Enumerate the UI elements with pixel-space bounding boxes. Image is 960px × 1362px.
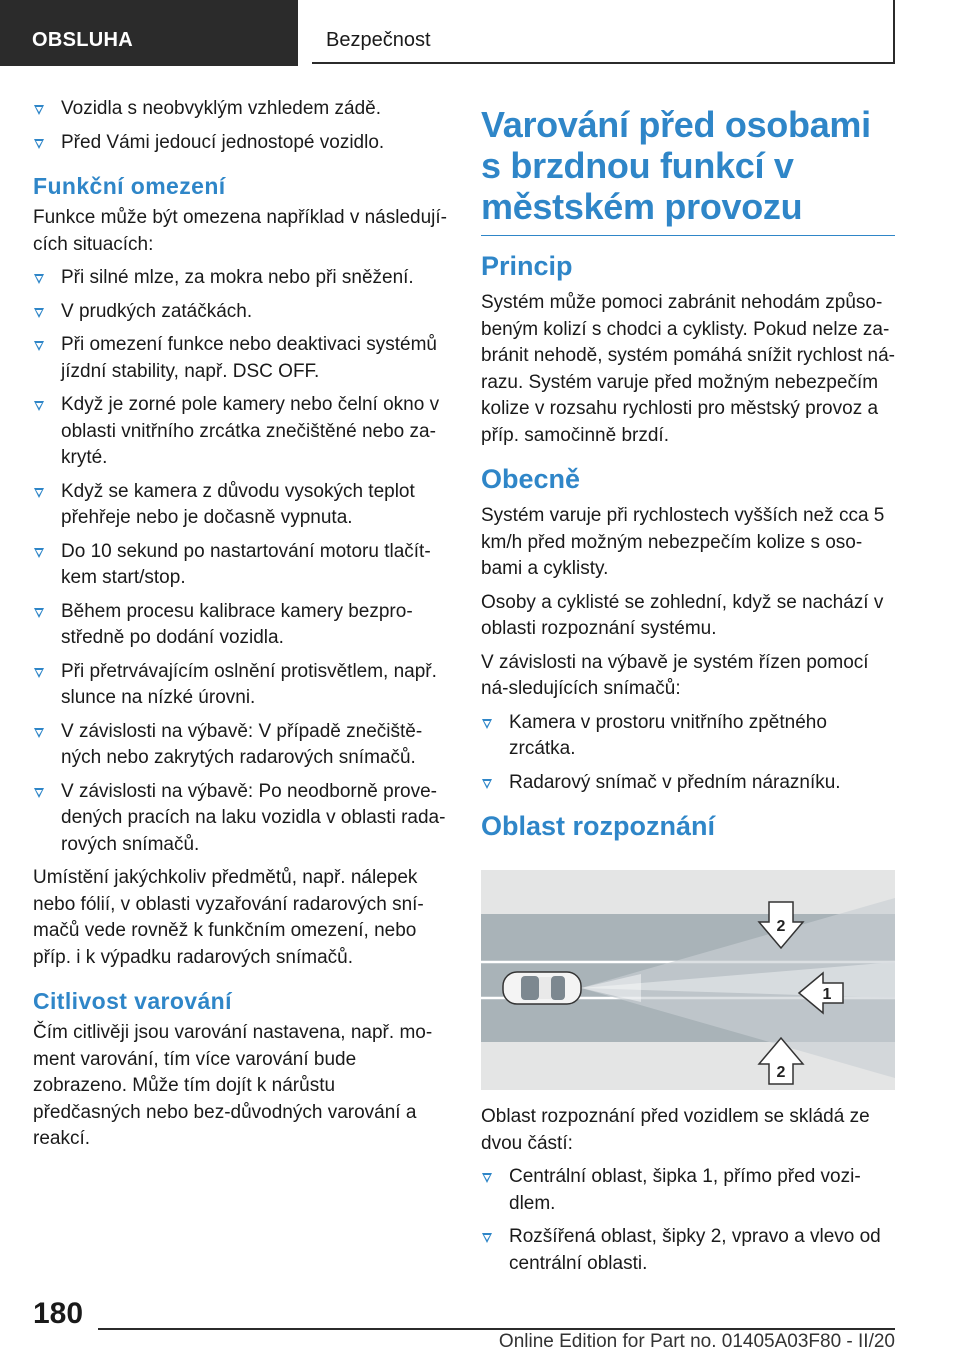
general-text-1: Systém varuje při rychlostech vyšších než cca 5 km/h před možným nebezpečím kolize s oso-bami a cyklisty. — [481, 505, 885, 579]
list-item: Při silné mlze, za mokra nebo při sněžení. — [33, 265, 447, 292]
bullet-list-top — [33, 96, 447, 156]
list-item: Centrální oblast, šipka 1, přímo před vozi-dlem. — [481, 1164, 895, 1217]
svg-text:1: 1 — [822, 986, 832, 1003]
detection-diagram — [481, 870, 895, 1090]
sensitivity-heading: Citlivost varování — [33, 988, 232, 1014]
general-heading: Obecně — [481, 464, 581, 494]
principle-heading: Princip — [481, 251, 573, 281]
triangle-bullet-icon — [34, 488, 44, 498]
triangle-bullet-icon — [482, 719, 492, 729]
triangle-bullet-icon — [34, 139, 44, 149]
detection-area-illustration — [481, 870, 895, 1090]
triangle-bullet-icon — [34, 274, 44, 284]
list-item: Rozšířená oblast, šipky 2, vpravo a vlevo od centrální oblasti. — [481, 1224, 895, 1277]
list-item: Při omezení funkce nebo deaktivaci systémů jízdní stability, např. DSC OFF. — [33, 332, 447, 385]
section-tab: OBSLUHA — [0, 0, 298, 66]
limits-list — [33, 265, 447, 858]
list-item: Při přetrvávajícím oslnění protisvětlem, např. slunce na nízké úrovni. — [33, 659, 447, 712]
list-item: Vozidla s neobvyklým vzhledem zádě. — [33, 96, 447, 123]
list-item: Kamera v prostoru vnitřního zpětného zrcátka. — [481, 710, 895, 763]
triangle-bullet-icon — [34, 668, 44, 678]
triangle-bullet-icon — [34, 608, 44, 618]
list-item: Když je zorné pole kamery nebo čelní okno v oblasti vnitřního zrcátka znečištěné nebo za-kryté. — [33, 392, 447, 472]
detection-list — [481, 1164, 895, 1277]
right-column — [481, 96, 895, 1284]
left-column — [33, 96, 447, 1160]
triangle-bullet-icon — [34, 728, 44, 738]
car-icon — [503, 972, 581, 1004]
principle-text: Systém může pomoci zabránit nehodám způso-beným kolizí s chodci a cyklisty. Pokud nelze za-bránit nehodě, systém pomáhá snížit rychlost ná-razu. Systém varuje před možným nebezpečím kolize v rozsahu rychlosti pro městský provoz a příp. samočinně brzdí. — [481, 292, 895, 446]
triangle-bullet-icon — [34, 308, 44, 318]
list-item: Radarový snímač v předním nárazníku. — [481, 770, 895, 797]
chapter-title: Bezpečnost — [312, 0, 895, 64]
triangle-bullet-icon — [34, 401, 44, 411]
list-item: V závislosti na výbavě: Po neodborně prove-dených pracích na laku vozidla v oblasti rada-rových snímačů. — [33, 779, 447, 859]
list-item: V závislosti na výbavě: V případě znečiště-ných nebo zakrytých radarových snímačů. — [33, 719, 447, 772]
list-item: V prudkých zatáčkách. — [33, 299, 447, 326]
triangle-bullet-icon — [482, 1233, 492, 1243]
general-text-2: Osoby a cyklisté se zohlední, když se nachází v oblasti rozpoznání systému. — [481, 591, 884, 639]
limits-heading: Funkční omezení — [33, 173, 226, 199]
svg-text:2: 2 — [776, 1064, 786, 1081]
general-text-3: V závislosti na výbavě je systém řízen pomocí ná-sledujících snímačů: — [481, 651, 869, 699]
svg-text:2: 2 — [776, 918, 786, 935]
detection-heading: Oblast rozpoznání — [481, 811, 716, 841]
triangle-bullet-icon — [34, 105, 44, 115]
triangle-bullet-icon — [34, 341, 44, 351]
footer-divider — [98, 1328, 895, 1330]
page-header — [0, 0, 960, 66]
triangle-bullet-icon — [482, 1173, 492, 1183]
sensitivity-text: Čím citlivěji jsou varování nastavena, např. mo-ment varování, tím více varování bude zobrazeno. Může tím dojít k nárůstu předčasných nebo bez-důvodných varování a reakcí. — [33, 1022, 433, 1149]
limits-intro: Funkce může být omezena například v následují-cích situacích: — [33, 207, 447, 255]
edition-info: Online Edition for Part no. 01405A03F80 - II/20 — [498, 1331, 895, 1352]
triangle-bullet-icon — [34, 548, 44, 558]
triangle-bullet-icon — [482, 779, 492, 789]
sensor-list — [481, 710, 895, 797]
list-item: Během procesu kalibrace kamery bezpro-středně po dodání vozidla. — [33, 599, 447, 652]
detection-text: Oblast rozpoznání před vozidlem se skládá ze dvou částí: — [481, 1106, 870, 1154]
list-item: Před Vámi jedoucí jednostopé vozidlo. — [33, 130, 447, 157]
page-number: 180 — [33, 1297, 84, 1330]
triangle-bullet-icon — [34, 788, 44, 798]
list-item: Do 10 sekund po nastartování motoru tlačít-kem start/stop. — [33, 539, 447, 592]
page-title: Varování před osobami s brzdnou funkcí v městském provozu — [481, 104, 895, 236]
limits-note: Umístění jakýchkoliv předmětů, např. nálepek nebo fólií, v oblasti vyzařování radarových sní-mačů vede rovněž k funkčním omezení, nebo příp. i k výpadku radarových snímačů. — [33, 867, 424, 968]
list-item: Když se kamera z důvodu vysokých teplot přehřeje nebo je dočasně vypnuta. — [33, 479, 447, 532]
